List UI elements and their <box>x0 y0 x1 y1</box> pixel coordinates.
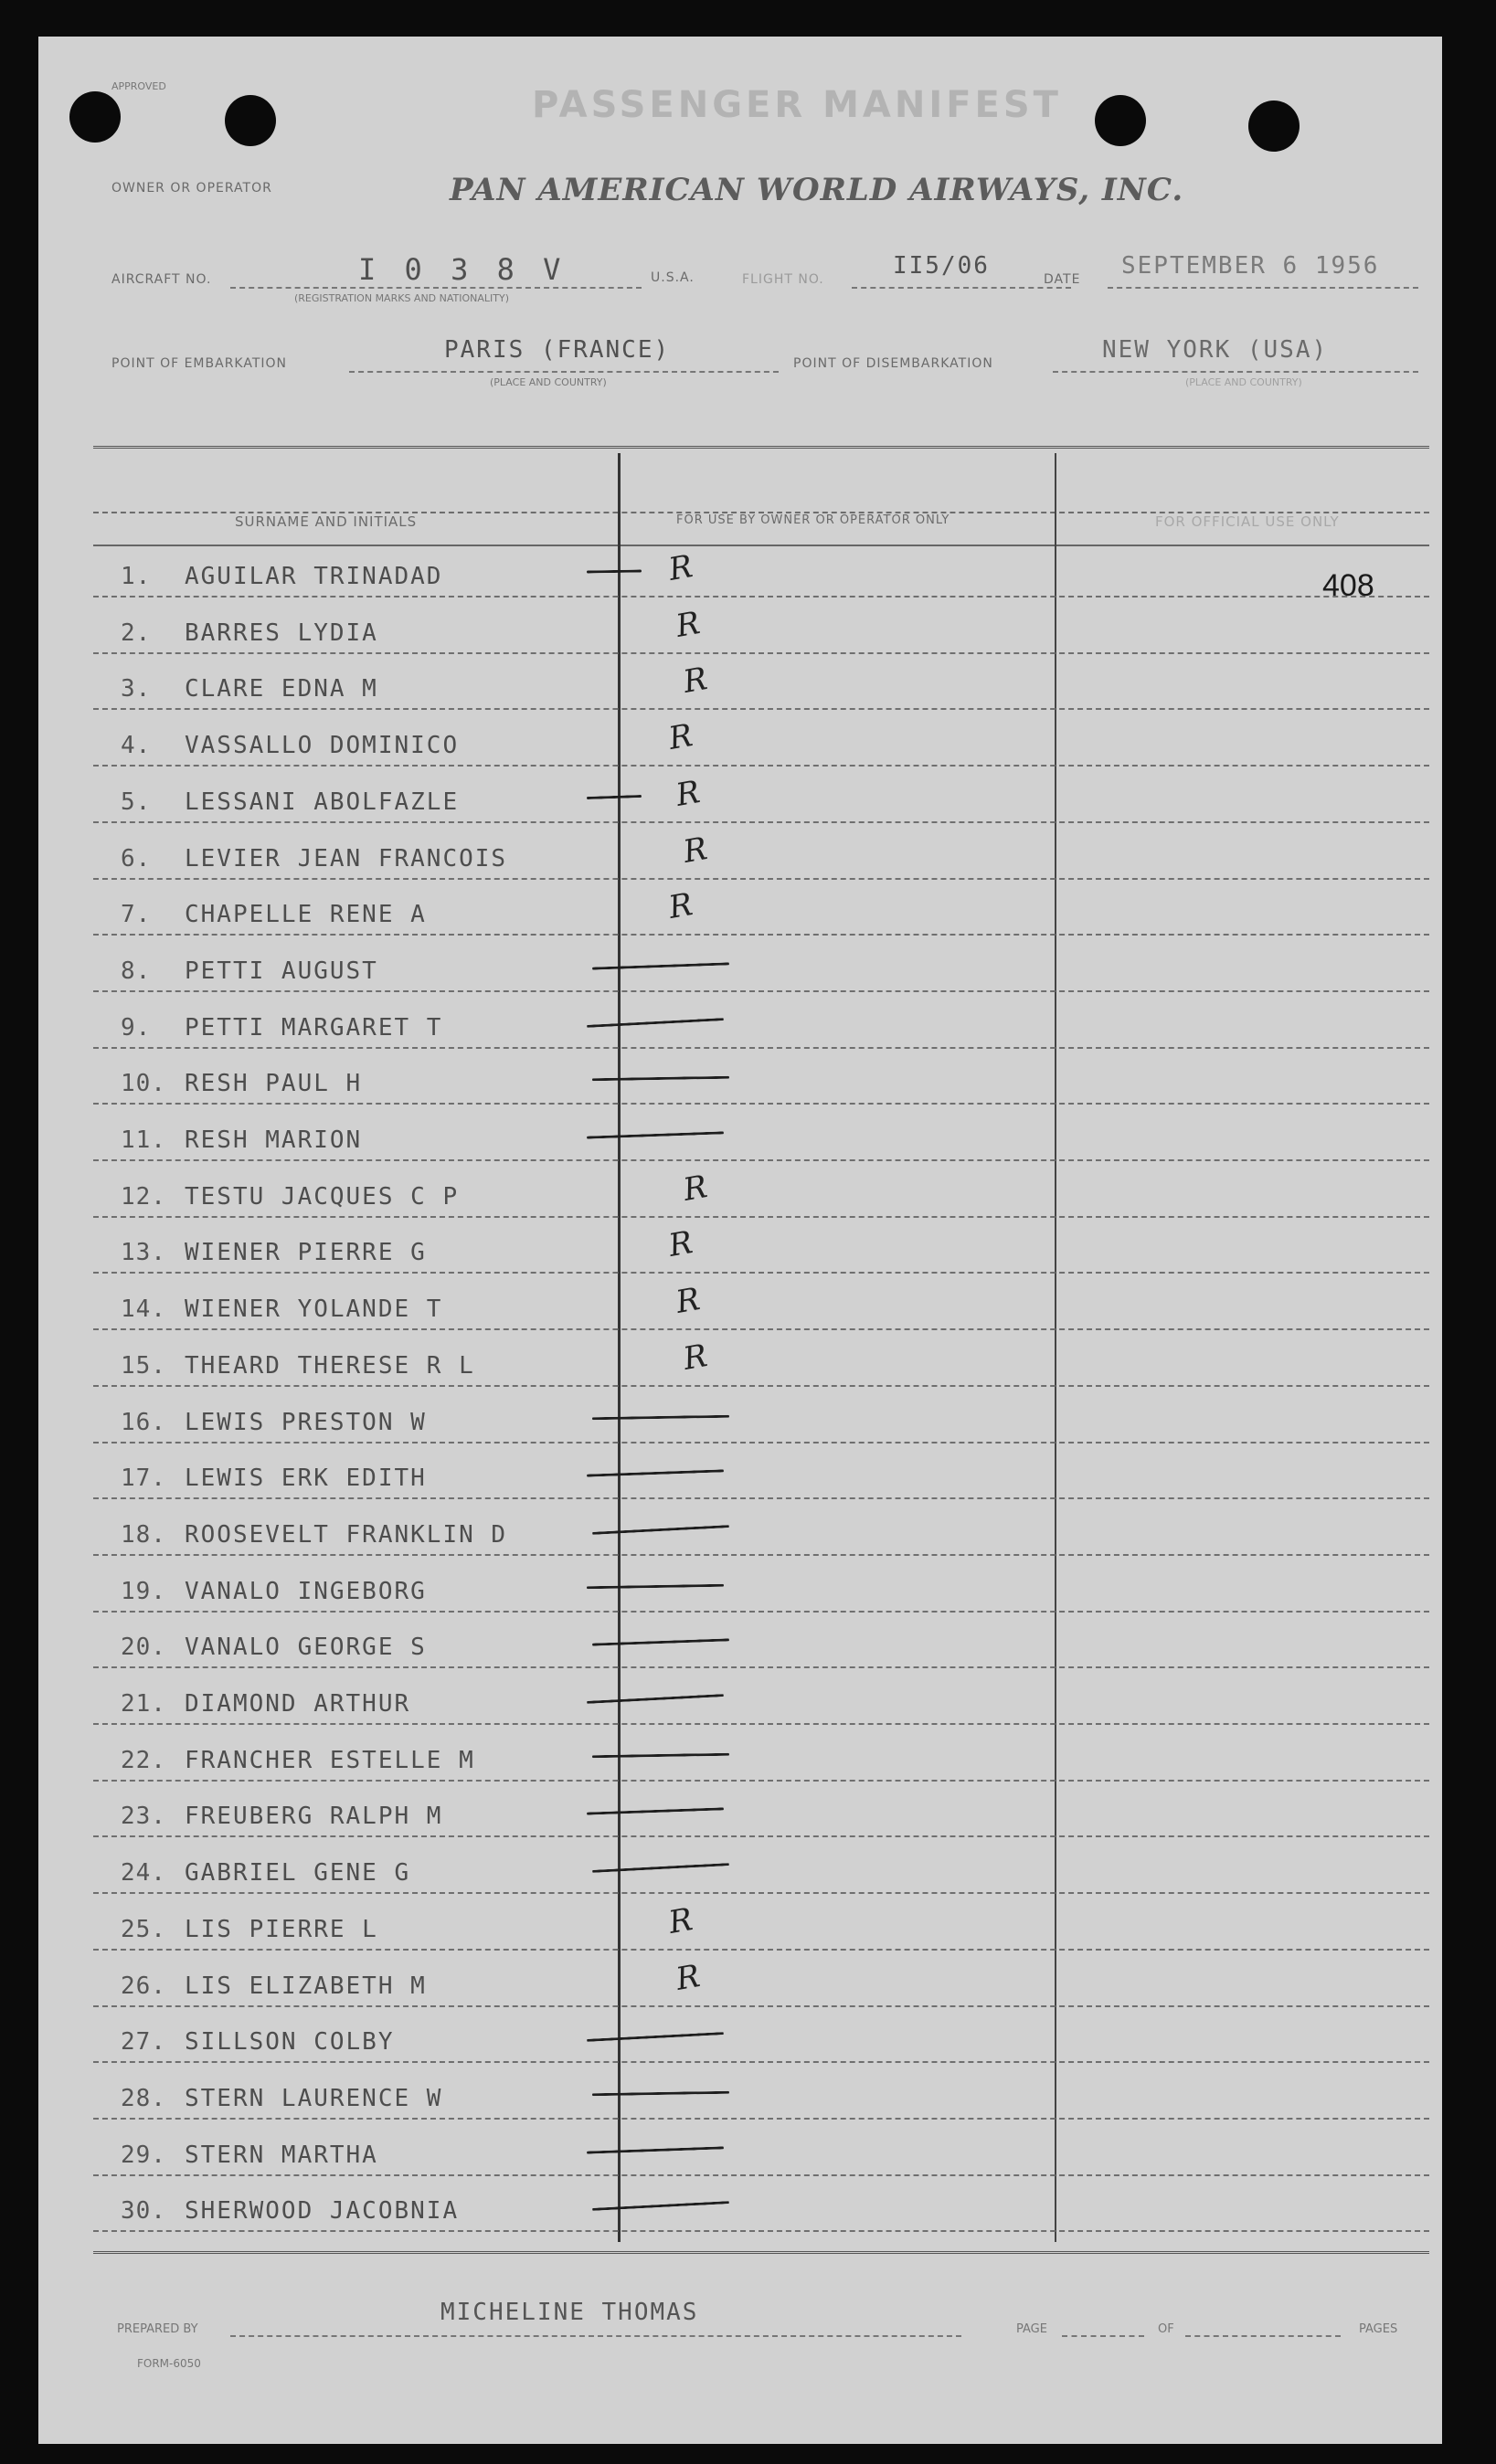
embark-underline <box>349 371 779 373</box>
aircraft-underline <box>230 287 642 289</box>
tally-stroke <box>587 2146 724 2153</box>
passenger-number: 17. <box>121 1465 166 1492</box>
passenger-name: STERN LAURENCE W <box>185 2085 443 2112</box>
row-rule <box>93 1442 1429 1444</box>
passenger-number: 23. <box>121 1803 166 1830</box>
disembark-sublabel: (PLACE AND COUNTRY) <box>1185 376 1302 388</box>
row-rule <box>93 821 1429 823</box>
header-rule <box>93 512 1429 513</box>
passenger-number: 19. <box>121 1578 166 1605</box>
passenger-number: 11. <box>121 1126 166 1154</box>
passenger-name: CLARE EDNA M <box>185 675 378 703</box>
tally-stroke <box>587 1469 724 1476</box>
passenger-number: 4. <box>121 732 152 759</box>
row-rule <box>93 2118 1429 2120</box>
passenger-number: 6. <box>121 845 152 872</box>
passenger-name: SHERWOOD JACOBNIA <box>185 2197 460 2225</box>
passenger-number: 2. <box>121 619 152 647</box>
flight-label: FLIGHT NO. <box>742 272 824 287</box>
aircraft-value: I 0 3 8 V <box>358 252 567 287</box>
passenger-number: 28. <box>121 2085 166 2112</box>
passenger-name: THEARD THERESE R L <box>185 1352 475 1380</box>
official-number: 408 <box>1322 568 1374 603</box>
passenger-number: 13. <box>121 1239 166 1266</box>
owner-label: OWNER OR OPERATOR <box>111 181 272 196</box>
checkmark-icon: R <box>665 548 695 588</box>
table-top-rule <box>93 446 1429 449</box>
passenger-name: LESSANI ABOLFAZLE <box>185 788 460 816</box>
passenger-name: DIAMOND ARTHUR <box>185 1690 411 1718</box>
approval-stamp: APPROVED <box>111 80 166 92</box>
passenger-number: 3. <box>121 675 152 703</box>
tally-stroke <box>592 962 729 969</box>
page-label: PAGE <box>1016 2322 1047 2336</box>
passenger-number: 18. <box>121 1521 166 1549</box>
row-rule <box>93 2005 1429 2007</box>
tally-stroke <box>592 1076 729 1082</box>
row-rule <box>93 1611 1429 1613</box>
row-rule <box>93 708 1429 710</box>
passenger-name: FRANCHER ESTELLE M <box>185 1747 475 1774</box>
disembark-label: POINT OF DISEMBARKATION <box>793 356 993 371</box>
checkmark-icon: R <box>673 1958 703 1998</box>
column-divider <box>618 453 621 2242</box>
passenger-name: TESTU JACQUES C P <box>185 1183 460 1211</box>
passenger-number: 14. <box>121 1295 166 1323</box>
passenger-name: SILLSON COLBY <box>185 2028 395 2056</box>
punch-hole <box>69 91 121 143</box>
row-rule <box>93 1272 1429 1274</box>
passenger-number: 12. <box>121 1183 166 1211</box>
of-label: OF <box>1158 2322 1174 2336</box>
embark-label: POINT OF EMBARKATION <box>111 356 288 371</box>
passenger-name: STERN MARTHA <box>185 2141 378 2169</box>
row-rule <box>93 1047 1429 1049</box>
owner-value: PAN AMERICAN WORLD AIRWAYS, INC. <box>450 172 1184 208</box>
passenger-name: VASSALLO DOMINICO <box>185 732 460 759</box>
checkmark-icon: R <box>665 1901 695 1941</box>
passenger-number: 9. <box>121 1014 152 1042</box>
aircraft-sublabel: (REGISTRATION MARKS AND NATIONALITY) <box>294 292 510 304</box>
checkmark-icon: R <box>673 774 703 814</box>
column-header-rule <box>93 545 1429 546</box>
punch-hole <box>1095 95 1146 146</box>
passenger-name: PETTI AUGUST <box>185 957 378 985</box>
passenger-number: 24. <box>121 1859 166 1887</box>
tally-stroke <box>587 1584 724 1590</box>
tally-stroke <box>587 2032 724 2042</box>
prepared-label: PREPARED BY <box>117 2322 198 2336</box>
checkmark-icon: R <box>680 1338 710 1378</box>
usa-label: U.S.A. <box>651 270 695 285</box>
passenger-name: LEWIS ERK EDITH <box>185 1465 427 1492</box>
column-owner-use: FOR USE BY OWNER OR OPERATOR ONLY <box>676 513 950 527</box>
passenger-name: LIS ELIZABETH M <box>185 1972 427 2000</box>
passenger-name: GABRIEL GENE G <box>185 1859 411 1887</box>
checkmark-icon: R <box>665 1224 695 1264</box>
row-rule <box>93 765 1429 767</box>
row-rule <box>93 1497 1429 1499</box>
passenger-number: 30. <box>121 2197 166 2225</box>
punch-hole <box>1248 100 1300 152</box>
tally-stroke <box>592 1753 729 1759</box>
tally-stroke <box>587 795 642 799</box>
tally-stroke <box>592 1415 729 1421</box>
date-label: DATE <box>1044 272 1081 287</box>
passenger-name: FREUBERG RALPH M <box>185 1803 443 1830</box>
column-official-use: FOR OFFICIAL USE ONLY <box>1155 513 1340 530</box>
row-rule <box>93 1328 1429 1330</box>
prepared-underline <box>230 2335 961 2337</box>
passenger-number: 26. <box>121 1972 166 2000</box>
pages-label: PAGES <box>1359 2322 1398 2336</box>
passenger-name: LEVIER JEAN FRANCOIS <box>185 845 508 872</box>
passenger-name: LIS PIERRE L <box>185 1916 378 1943</box>
disembark-underline <box>1053 371 1418 373</box>
manifest-page <box>38 37 1442 2444</box>
date-value: SEPTEMBER 6 1956 <box>1121 252 1380 280</box>
prepared-value: MICHELINE THOMAS <box>440 2299 699 2326</box>
checkmark-icon: R <box>665 886 695 926</box>
passenger-name: WIENER PIERRE G <box>185 1239 427 1266</box>
passenger-name: VANALO GEORGE S <box>185 1634 427 1661</box>
tally-stroke <box>592 2201 729 2211</box>
passenger-name: RESH MARION <box>185 1126 363 1154</box>
row-rule <box>93 652 1429 654</box>
tally-stroke <box>587 1807 724 1814</box>
row-rule <box>93 934 1429 936</box>
tally-stroke <box>587 1694 724 1704</box>
flight-value: II5/06 <box>893 252 990 280</box>
embark-value: PARIS (FRANCE) <box>444 336 671 364</box>
passenger-name: LEWIS PRESTON W <box>185 1409 427 1436</box>
table-bottom-rule <box>93 2251 1429 2254</box>
tally-stroke <box>587 1131 724 1138</box>
passenger-name: ROOSEVELT FRANKLIN D <box>185 1521 508 1549</box>
row-rule <box>93 878 1429 880</box>
row-rule <box>93 1892 1429 1894</box>
row-rule <box>93 1666 1429 1668</box>
row-rule <box>93 596 1429 597</box>
row-rule <box>93 1949 1429 1951</box>
tally-stroke <box>587 569 642 573</box>
passenger-number: 27. <box>121 2028 166 2056</box>
row-rule <box>93 1216 1429 1218</box>
row-rule <box>93 1159 1429 1161</box>
form-title: PASSENGER MANIFEST <box>532 84 1062 126</box>
aircraft-label: AIRCRAFT NO. <box>111 272 212 287</box>
row-rule <box>93 1385 1429 1387</box>
row-rule <box>93 1554 1429 1556</box>
flight-underline <box>852 287 1071 289</box>
checkmark-icon: R <box>673 605 703 645</box>
passenger-number: 16. <box>121 1409 166 1436</box>
passenger-number: 8. <box>121 957 152 985</box>
passenger-name: BARRES LYDIA <box>185 619 378 647</box>
punch-hole <box>225 95 276 146</box>
checkmark-icon: R <box>673 1281 703 1321</box>
passenger-name: RESH PAUL H <box>185 1070 363 1097</box>
passenger-name: PETTI MARGARET T <box>185 1014 443 1042</box>
of-underline <box>1185 2335 1341 2337</box>
passenger-name: VANALO INGEBORG <box>185 1578 427 1605</box>
passenger-number: 25. <box>121 1916 166 1943</box>
passenger-number: 10. <box>121 1070 166 1097</box>
passenger-name: WIENER YOLANDE T <box>185 1295 443 1323</box>
column-divider <box>1055 453 1056 2242</box>
tally-stroke <box>592 2091 729 2097</box>
row-rule <box>93 1103 1429 1105</box>
row-rule <box>93 990 1429 992</box>
passenger-name: CHAPELLE RENE A <box>185 901 427 928</box>
passenger-number: 5. <box>121 788 152 816</box>
form-code: FORM-6050 <box>137 2357 201 2370</box>
page-underline <box>1062 2335 1144 2337</box>
disembark-value: NEW YORK (USA) <box>1102 336 1329 364</box>
tally-stroke <box>587 1018 724 1028</box>
checkmark-icon: R <box>680 830 710 871</box>
row-rule <box>93 2061 1429 2063</box>
row-rule <box>93 1835 1429 1837</box>
column-surname: SURNAME AND INITIALS <box>235 513 418 530</box>
checkmark-icon: R <box>665 717 695 757</box>
passenger-number: 29. <box>121 2141 166 2169</box>
row-rule <box>93 1723 1429 1725</box>
passenger-number: 21. <box>121 1690 166 1718</box>
tally-stroke <box>592 1863 729 1873</box>
passenger-number: 15. <box>121 1352 166 1380</box>
passenger-name: AGUILAR TRINADAD <box>185 563 443 590</box>
row-rule <box>93 2230 1429 2232</box>
checkmark-icon: R <box>680 1169 710 1209</box>
tally-stroke <box>592 1525 729 1535</box>
passenger-number: 1. <box>121 563 152 590</box>
passenger-number: 20. <box>121 1634 166 1661</box>
checkmark-icon: R <box>680 661 710 701</box>
passenger-number: 7. <box>121 901 152 928</box>
tally-stroke <box>592 1638 729 1645</box>
date-underline <box>1108 287 1418 289</box>
row-rule <box>93 1780 1429 1782</box>
row-rule <box>93 2174 1429 2176</box>
passenger-number: 22. <box>121 1747 166 1774</box>
embark-sublabel: (PLACE AND COUNTRY) <box>490 376 607 388</box>
